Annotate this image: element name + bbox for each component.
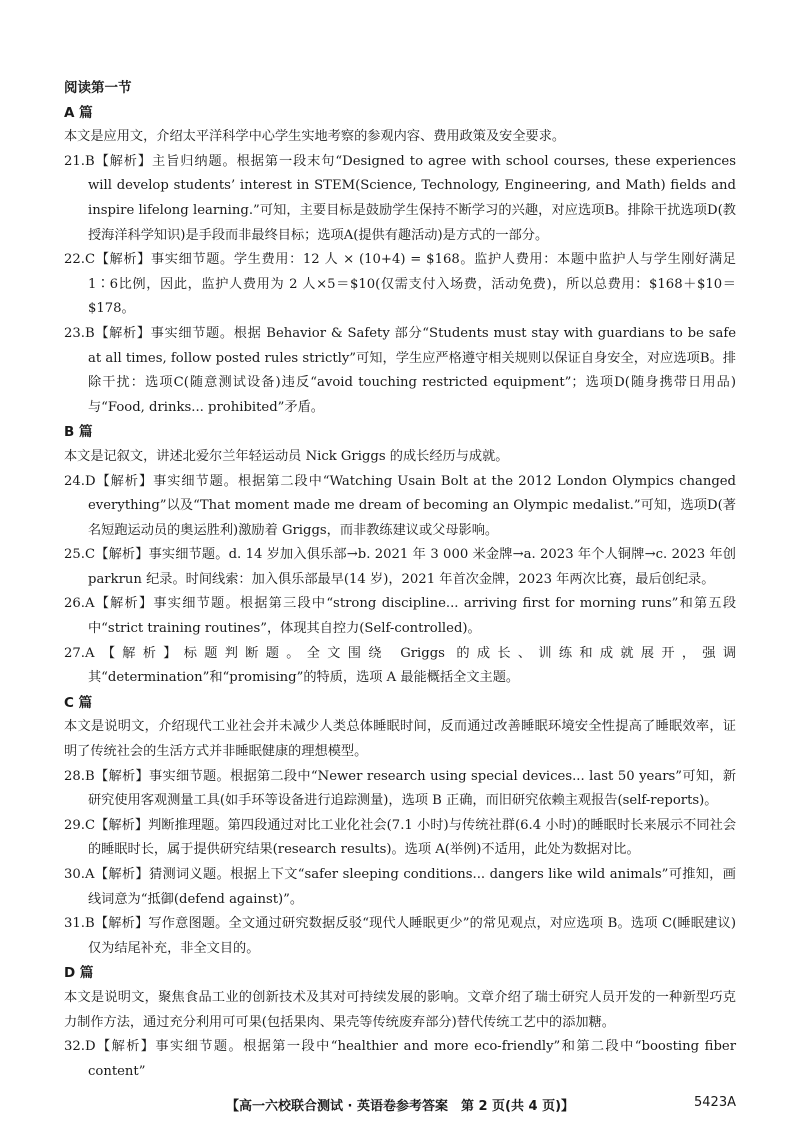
question-text: 事实细节题。学生费用：12 人 × (10+4) = $168。监护人费用：本题中监护人与学生刚好满足1∶6比例，因此，监护人费用为 2 人×5＝$10(仅需支付入场费，活动免费)，所以总费用：$168＋$10＝$178。 [88, 252, 736, 317]
section-intro: 本文是说明文，介绍现代工业社会并未减少人类总体睡眠时间，反而通过改善睡眠环境安全性提高了睡眠效率，证明了传统社会的生活方式并非睡眠健康的理想模型。 [64, 719, 736, 760]
question-explanation [64, 248, 736, 322]
question-explanation [64, 814, 736, 863]
question-explanation [64, 470, 736, 544]
question-num: 30. [64, 867, 85, 882]
question-num: 24. [64, 473, 85, 489]
footer-code: 5423A [694, 1095, 736, 1110]
question-explanation [64, 543, 736, 592]
question-ans: D [84, 1039, 96, 1055]
question-ans: B [84, 768, 95, 784]
question-explanation [64, 912, 736, 961]
question-text: 事实细节题。d. 14 岁加入俱乐部→b. 2021 年 3 000 米金牌→a. 2023 年个人铜牌→c. 2023 年创 parkrun 纪录。时间线索：加入俱乐部最早(14 岁)，2021 年首次金牌，2023 年两次比赛，最后创纪录。 [88, 547, 736, 587]
question-tag: 【解析】 [94, 325, 151, 341]
question-text: 事实细节题。根据第二段中“Newer research using special devices... last 50 years”可知，新研究使用客观测量工具(如手环等设备进行追踪测量)，选项 B 正确，而旧研究依赖主观报告(self-reports)。 [88, 768, 737, 809]
question-text: 事实细节题。根据第三段中“strong discipline... arriving first for morning runs”和第五段中“strict training routines”，体现其自控力(Self-controlled)。 [88, 596, 737, 637]
section-title: D 篇 [64, 965, 94, 982]
question-text: 主旨归纳题。根据第一段末句“Designed to agree with school courses, these experiences will develop students’ interest in STEM(Science, Technology, Engineering, and Math) fields and inspire lifelong learning.”可知，主要目标是鼓励学生保持不断学习的兴趣，对应选项B。排除干扰选项D(教授海洋科学知识)是手段而非最终目标；选项A(提供有趣活动)是方式的一部分。 [88, 153, 737, 243]
question-tag: 【解析】 [95, 473, 154, 489]
question-tag: 【解析】 [94, 916, 149, 932]
question-ans: C [84, 547, 96, 563]
question-ans: D [84, 473, 96, 489]
question-tag: 【解析】 [94, 867, 149, 882]
section-title: B 篇 [64, 424, 93, 441]
question-text: 写作意图题。全文通过研究数据反驳“现代人睡眠更少”的常见观点，对应选项 B。选项 C(睡眠建议)仅为结尾补充，非全文目的。 [88, 916, 737, 956]
question-text: 事实细节题。根据第一段中“healthier and more eco-friendly”和第二段中“boosting fiber content” [88, 1039, 736, 1079]
question-text: 猜测词义题。根据上下文“safer sleeping conditions... dangers like wild animals”可推知，画线词意为“抵御(defend against)”。 [88, 867, 736, 907]
question-explanation [64, 1035, 736, 1084]
question-explanation [64, 150, 736, 248]
section-intro: 本文是应用文，介绍太平洋科学中心学生实地考察的参观内容、费用政策及安全要求。 [64, 129, 566, 145]
page-heading: 阅读第一节 [64, 80, 132, 96]
question-num: 27. [64, 645, 85, 661]
question-ans: B [84, 153, 95, 169]
question-num: 23. [64, 325, 85, 341]
question-tag: 【解析】 [95, 547, 149, 563]
footer-title: 【高一六校联合测试 · 英语卷参考答案 第 2 页(共 4 页)】 [225, 1099, 575, 1114]
question-tag: 【解析】 [95, 252, 151, 268]
question-tag: 【解析】 [95, 817, 149, 833]
question-text: 标题判断题。全文围绕 Griggs 的成长、训练和成就展开，强调其“determination”和“promising”的特质，选项 A 最能概括全文主题。 [88, 645, 737, 686]
question-explanation [64, 322, 736, 420]
question-tag: 【解析】 [94, 596, 154, 612]
question-ans: A [84, 867, 95, 882]
question-num: 25. [64, 547, 85, 563]
question-explanation [64, 642, 736, 691]
question-num: 21. [64, 153, 85, 169]
question-tag: 【解析】 [94, 768, 149, 784]
question-ans: C [84, 817, 96, 833]
question-tag: 【解析】 [95, 1039, 156, 1055]
question-explanation [64, 863, 736, 912]
question-text: 事实细节题。根据 Behavior & Safety 部分“Students must stay with guardians to be safe at all times, follow posted rules strictly”可知，学生应严格遵守相关规则以保证自身安全，对应选项B。排除干扰：选项C(随意测试设备)违反“avoid touching restricted equipment”；选项D(随身携带日用品)与“Food, drinks... prohibited”矛盾。 [88, 325, 737, 415]
question-num: 26. [64, 596, 85, 612]
question-num: 29. [64, 817, 85, 833]
question-text: 判断推理题。第四段通过对比工业化社会(7.1 小时)与传统社群(6.4 小时)的睡眠时长来展示不同社会的睡眠时长，属于提供研究结果(research results)。选项 A(举例)不适用，此处为数据对比。 [88, 817, 737, 858]
question-explanation [64, 592, 736, 641]
question-num: 28. [64, 768, 85, 784]
question-ans: A [84, 596, 95, 612]
document-body [64, 76, 736, 1084]
question-num: 22. [64, 252, 85, 268]
question-num: 32. [64, 1039, 85, 1055]
section-title: C 篇 [64, 694, 93, 711]
page-footer [0, 1095, 800, 1115]
question-ans: C [84, 252, 96, 268]
question-tag: 【解析】 [94, 153, 153, 169]
section-title: A 篇 [64, 104, 93, 121]
question-num: 31. [64, 916, 85, 932]
question-text: 事实细节题。根据第二段中“Watching Usain Bolt at the 2012 London Olympics changed everything”以及“That moment made me dream of becoming an Olympic medalist.”可知，选项D(著名短跑运动员的奥运胜利)激励着 Griggs，而非教练建议或父母影响。 [88, 473, 737, 538]
question-ans: B [84, 916, 95, 932]
question-explanation [64, 765, 736, 814]
question-tag: 【解析】 [94, 645, 184, 661]
question-ans: A [84, 645, 95, 661]
section-intro: 本文是记叙文，讲述北爱尔兰年轻运动员 Nick Griggs 的成长经历与成就。 [64, 448, 509, 464]
section-intro: 本文是说明文，聚焦食品工业的创新技术及其对可持续发展的影响。文章介绍了瑞士研究人员开发的一种新型巧克力制作方法，通过充分利用可可果(包括果肉、果壳等传统废弃部分)替代传统工艺中的添加糖。 [64, 989, 736, 1030]
question-ans: B [84, 325, 95, 341]
